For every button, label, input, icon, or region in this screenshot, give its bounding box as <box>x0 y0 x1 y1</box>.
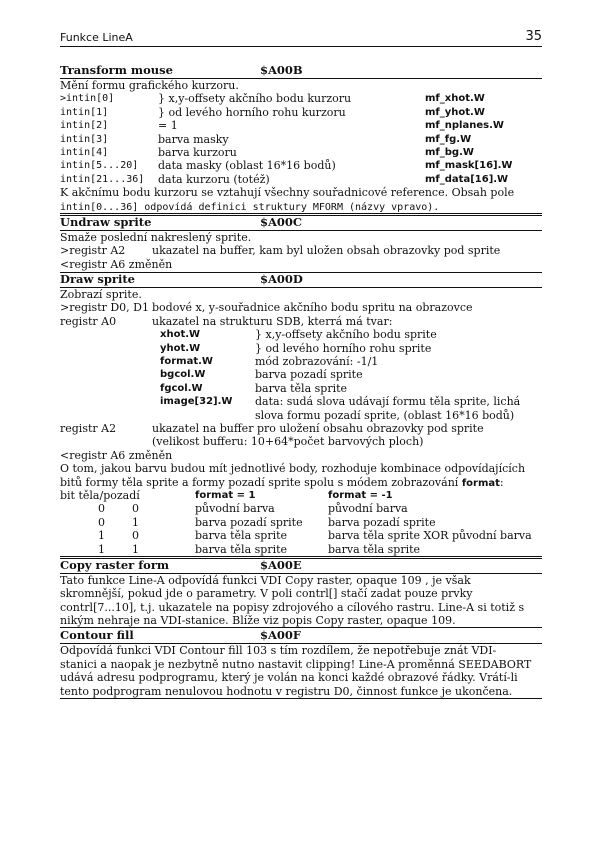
note-line <box>60 200 542 214</box>
intin-row <box>60 146 542 159</box>
intin-index: intin[1] <box>60 106 109 118</box>
result-format-1: barva pozadí sprite <box>195 515 303 529</box>
intin-row <box>60 159 542 172</box>
intin-description: data masky (oblast 16*16 bodů) <box>158 159 336 173</box>
paragraph-punct: : <box>499 475 504 489</box>
bit-body: 1 <box>98 542 105 556</box>
sdb-field-name: fgcol.W <box>160 382 203 394</box>
page-header <box>60 30 542 47</box>
paragraph-text: bitů formy těla sprite a formy pozadí sprite spolu s módem zobrazování <box>60 475 459 489</box>
mode-table-body <box>60 502 542 557</box>
register-desc: bodové x, y-souřadnice akčního bodu spritu na obrazovce <box>152 301 473 315</box>
sdb-field-name: format.W <box>160 356 213 368</box>
intin-description: } x,y-offsety akčního bodu kurzoru <box>158 92 352 106</box>
sdb-field-list <box>60 328 542 408</box>
table-header-format-1: format = 1 <box>195 489 256 501</box>
bit-background: 1 <box>132 542 139 556</box>
register-name: registr A0 <box>60 314 117 328</box>
table-header-format-minus-1: format = -1 <box>328 489 393 501</box>
paragraph-line: udává adresu podprogramu, který je volán na konci každé obrazové řádky. Vrátí-li <box>60 671 518 685</box>
intin-index: intin[4] <box>60 146 109 158</box>
result-format-minus-1: barva těla sprite XOR původní barva <box>328 529 532 543</box>
mform-field-name: mf_nplanes.W <box>425 120 504 132</box>
note-text: intin[0...36] odpovídá definici struktury MFORM (názvy vpravo). <box>60 201 440 213</box>
register-out: <registr A6 změněn <box>60 257 173 271</box>
section-opcode: $A00B <box>260 63 303 77</box>
sdb-field-row <box>60 395 542 408</box>
bit-body: 0 <box>98 502 105 516</box>
sdb-continuation <box>60 409 542 422</box>
intin-description: barva kurzoru <box>158 145 237 159</box>
intin-index: intin[2] <box>60 120 109 132</box>
sdb-continuation-text: slova formu pozadí sprite, (oblast 16*16 bodů) <box>255 408 515 422</box>
mform-field-name: mf_fg.W <box>425 133 472 145</box>
mode-table-row <box>60 516 542 529</box>
register-row <box>60 315 542 328</box>
register-desc: ukazatel na strukturu SDB, kterrá má tvar: <box>152 314 393 328</box>
paragraph-line: Odpovídá funkci VDI Contour fill 103 s tím rozdílem, že nepotřebuje znát VDI- <box>60 644 497 658</box>
sdb-field-desc: data: sudá slova udávají formu těla sprite, lichá <box>255 395 521 409</box>
mform-field-name: mf_xhot.W <box>425 93 485 105</box>
intin-row <box>60 119 542 132</box>
sdb-field-desc: } x,y-offsety akčního bodu sprite <box>255 328 437 342</box>
intin-row <box>60 133 542 146</box>
intin-index: >intin[0] <box>60 93 115 105</box>
mode-table-header <box>60 489 542 502</box>
section-name: Undraw sprite <box>60 214 152 229</box>
mode-table-row <box>60 543 542 557</box>
paragraph-line: tento podprogram nenulovou hodnotu v registru D0, činnost funkce je ukončena. <box>60 685 542 699</box>
register-out: <registr A6 změněn <box>60 448 173 462</box>
mform-field-name: mf_mask[16].W <box>425 160 513 172</box>
section-name: Contour fill <box>60 628 134 643</box>
sdb-field-desc: barva pozadí sprite <box>255 368 363 382</box>
section-heading-draw-sprite <box>60 272 542 288</box>
register-row <box>60 301 542 314</box>
sdb-field-name: bgcol.W <box>160 369 206 381</box>
intin-description: = 1 <box>158 119 178 133</box>
register-name: registr A2 <box>60 421 117 435</box>
table-header-bits: bit těla/pozadí <box>60 488 140 502</box>
mform-field-name: mf_yhot.W <box>425 106 485 118</box>
section-heading-undraw-sprite <box>60 215 542 231</box>
register-row <box>60 422 542 435</box>
paragraph-line: nikým nehraje na VDI-stanice. Blíže viz popis Copy raster, opaque 109. <box>60 614 542 628</box>
bit-body: 0 <box>98 515 105 529</box>
sdb-field-name: xhot.W <box>160 329 201 341</box>
result-format-minus-1: barva těla sprite <box>328 542 421 556</box>
result-format-minus-1: barva pozadí sprite <box>328 515 436 529</box>
section-description: Smaže poslední nakreslený sprite. <box>60 230 252 244</box>
page-header-title: Funkce LineA <box>60 31 133 44</box>
register-desc: ukazatel na buffer pro uložení obsahu obrazovky pod sprite <box>152 421 484 435</box>
bit-background: 0 <box>132 502 139 516</box>
sdb-field-name: image[32].W <box>160 396 233 408</box>
sdb-field-row <box>60 368 542 381</box>
section-opcode: $A00F <box>260 628 302 643</box>
paragraph-line: O tom, jakou barvu budou mít jednotlivé body, rozhoduje kombinace odpovídajících <box>60 462 526 476</box>
section-description: Mění formu grafického kurzoru. <box>60 79 239 92</box>
intin-row <box>60 92 542 105</box>
format-keyword: format <box>461 477 500 489</box>
sdb-field-name: yhot.W <box>160 342 201 354</box>
mode-table-row <box>60 529 542 542</box>
register-continuation-text: (velikost bufferu: 10+64*počet barvových ploch) <box>152 435 424 449</box>
page-number: 35 <box>525 29 542 44</box>
paragraph-line: skromnější, pokud jde o parametry. V poli contrl[] stačí zadat pouze prvky <box>60 587 473 601</box>
result-format-1: barva těla sprite <box>195 542 288 556</box>
intin-description: data kurzoru (totéž) <box>158 172 270 186</box>
intin-parameter-list <box>60 92 542 186</box>
register-row <box>60 244 542 257</box>
mform-field-name: mf_bg.W <box>425 146 474 158</box>
register-desc: ukazatel na buffer, kam byl uložen obsah obrazovky pod sprite <box>152 244 501 258</box>
section-description: Zobrazí sprite. <box>60 288 142 302</box>
paragraph-line: contrl[7...10], t.j. ukazatele na popisy zdrojového a cílového rastru. Line-A si totiž s <box>60 600 525 614</box>
section-heading-copy-raster-form <box>60 558 542 574</box>
paragraph-line: Tato funkce Line-A odpovídá funkci VDI Copy raster, opaque 109 , je však <box>60 573 471 587</box>
mode-table-row <box>60 502 542 515</box>
intin-description: } od levého horního rohu kurzoru <box>158 105 346 119</box>
page-content <box>60 63 542 699</box>
sdb-field-row <box>60 328 542 341</box>
mform-field-name: mf_data[16].W <box>425 173 509 185</box>
result-format-1: barva těla sprite <box>195 529 288 543</box>
intin-index: intin[21...36] <box>60 173 145 185</box>
intin-description: barva masky <box>158 132 229 146</box>
section-opcode: $A00C <box>260 214 303 229</box>
sdb-field-desc: } od levého horního rohu sprite <box>255 341 432 355</box>
section-name: Draw sprite <box>60 272 135 287</box>
register-continuation <box>60 435 542 448</box>
intin-row <box>60 106 542 119</box>
bit-body: 1 <box>98 529 105 543</box>
section-opcode: $A00E <box>260 557 302 572</box>
section-heading-contour-fill <box>60 629 542 644</box>
intin-index: intin[5...20] <box>60 160 139 172</box>
paragraph-line: stanici a naopak je nezbytně nutno nastavit clipping! Line-A proměnná SEEDABORT <box>60 657 532 671</box>
sdb-field-row <box>60 382 542 395</box>
note-line: K akčnímu bodu kurzoru se vztahují všechny souřadnicové reference. Obsah pole <box>60 186 515 200</box>
sdb-field-row <box>60 355 542 368</box>
section-name: Copy raster form <box>60 557 170 572</box>
sdb-field-row <box>60 342 542 355</box>
bit-background: 0 <box>132 529 139 543</box>
paragraph-line <box>60 476 542 489</box>
register-name: >registr A2 <box>60 244 126 258</box>
intin-index: intin[3] <box>60 133 109 145</box>
section-heading-transform-mouse <box>60 64 542 79</box>
sdb-field-desc: barva těla sprite <box>255 381 348 395</box>
intin-row <box>60 173 542 186</box>
result-format-1: původní barva <box>195 502 275 516</box>
result-format-minus-1: původní barva <box>328 502 408 516</box>
sdb-field-desc: mód zobrazování: -1/1 <box>255 355 379 369</box>
section-name: Transform mouse <box>60 63 173 77</box>
bit-background: 1 <box>132 515 139 529</box>
section-opcode: $A00D <box>260 272 303 287</box>
register-name: >registr D0, D1 <box>60 301 149 315</box>
